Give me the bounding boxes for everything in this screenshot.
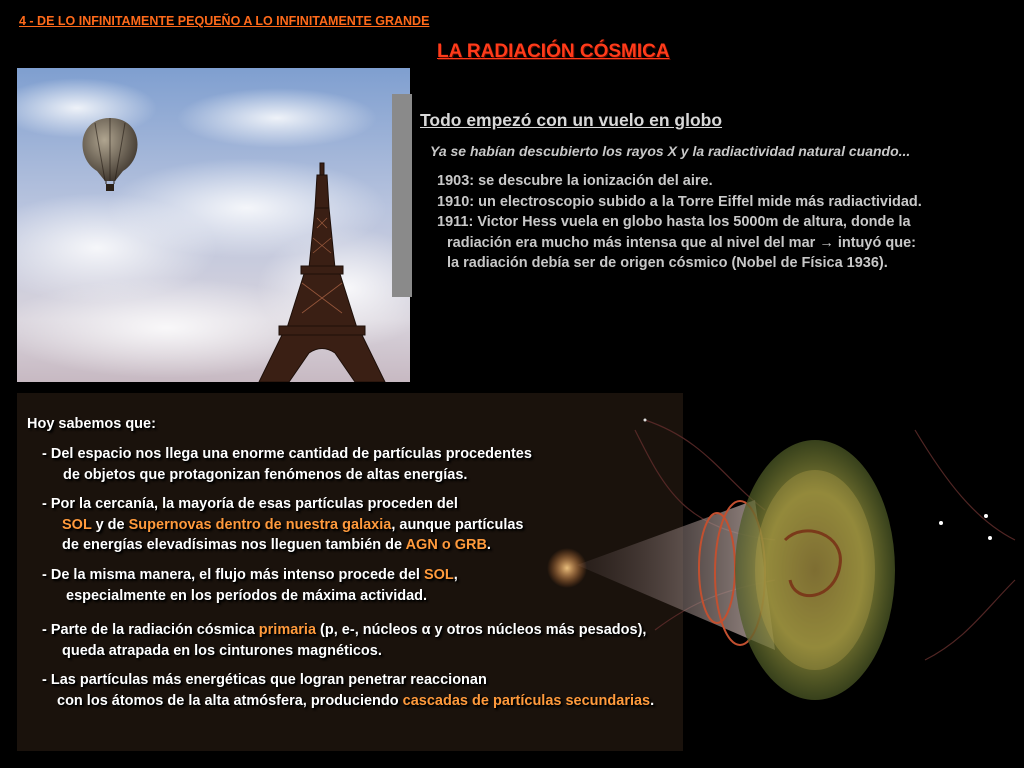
findings-lead: Hoy sabemos que: <box>27 416 156 432</box>
history-list <box>437 171 1022 274</box>
arrow-right-icon: → <box>819 234 834 251</box>
section-heading: 4 - DE LO INFINITAMENTE PEQUEÑO A LO INFINITAMENTE GRANDE <box>19 14 430 28</box>
balloon-eiffel-photo <box>17 68 410 382</box>
intro-text: Ya se habían descubierto los rayos X y la radiactividad natural cuando... <box>430 143 911 159</box>
slide-title: LA RADIACIÓN CÓSMICA <box>437 41 670 62</box>
finding-item: - Por la cercanía, la mayoría de esas partículas proceden del SOL y de Supernovas dentro de nuestra galaxia, aunque partículas de energías elevadísimas nos lleguen también de AGN o GRB. <box>42 496 524 553</box>
history-item-cont: radiación era mucho más intensa que al nivel del mar → intuyó que: <box>447 234 916 251</box>
history-item: 1911: Victor Hess vuela en globo hasta los 5000m de altura, donde la <box>437 214 911 230</box>
finding-item: - Parte de la radiación cósmica primaria (p, e-, núcleos α y otros núcleos más pesados), queda atrapada en los cinturones magnéticos. <box>42 622 647 659</box>
finding-item: - Las partículas más energéticas que logran penetrar reaccionan con los átomos de la alta atmósfera, produciendo cascadas de partículas secundarias. <box>42 672 655 709</box>
finding-item: - De la misma manera, el flujo más intenso procede del SOL, especialmente en los períodos de máxima actividad. <box>42 567 458 604</box>
photo-divider <box>392 94 412 297</box>
history-item: 1910: un electroscopio subido a la Torre Eiffel mide más radiactividad. <box>437 193 922 210</box>
history-item: 1903: se descubre la ionización del aire. <box>437 173 713 189</box>
finding-item: - Del espacio nos llega una enorme cantidad de partículas procedentes de objetos que protagonizan fenómenos de altas energías. <box>42 446 532 483</box>
history-item-cont: la radiación debía ser de origen cósmico (Nobel de Física 1936). <box>447 255 888 271</box>
subtitle: Todo empezó con un vuelo en globo <box>420 110 723 130</box>
